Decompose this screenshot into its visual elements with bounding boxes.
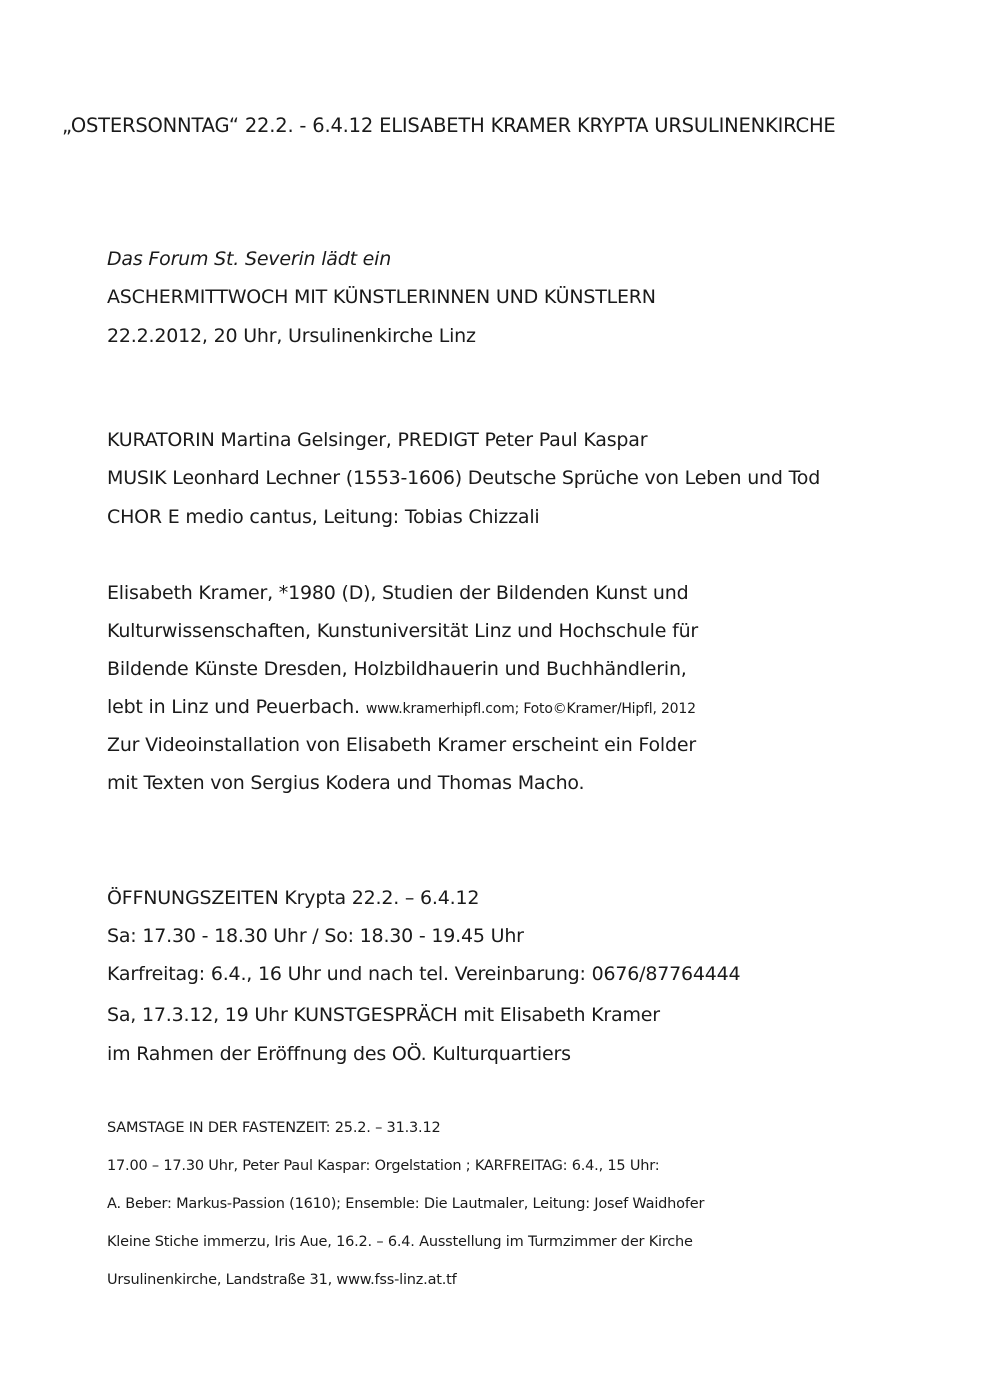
bio-line-3: Bildende Künste Dresden, Holzbildhauerin und Buchhändlerin, xyxy=(107,658,687,680)
bio-line-2: Kulturwissenschaften, Kunstuniversität Linz und Hochschule für xyxy=(107,620,699,642)
footer-line-1: SAMSTAGE IN DER FASTENZEIT: 25.2. – 31.3.12 xyxy=(107,1120,441,1136)
footer-line-4: Kleine Stiche immerzu, Iris Aue, 16.2. – 6.4. Ausstellung im Turmzimmer der Kirche xyxy=(107,1234,693,1250)
invitation-intro: Das Forum St. Severin lädt ein xyxy=(107,248,392,270)
hours-line-3: Karfreitag: 6.4., 16 Uhr und nach tel. Vereinbarung: 0676/87764444 xyxy=(107,963,741,985)
event-date-place: 22.2.2012, 20 Uhr, Ursulinenkirche Linz xyxy=(107,325,476,347)
website-photo-credit: www.kramerhipfl.com; Foto©Kramer/Hipfl, 2012 xyxy=(365,701,696,717)
bio-line-1: Elisabeth Kramer, *1980 (D), Studien der Bildenden Kunst und xyxy=(107,582,689,604)
hours-line-1: ÖFFNUNGSZEITEN Krypta 22.2. – 6.4.12 xyxy=(107,887,480,909)
event-title: ASCHERMITTWOCH MIT KÜNSTLERINNEN UND KÜNSTLERN xyxy=(107,286,656,308)
footer-line-3: A. Beber: Markus-Passion (1610); Ensemble: Die Lautmaler, Leitung: Josef Waidhofer xyxy=(107,1196,705,1212)
document-title: „OSTERSONNTAG“ 22.2. - 6.4.12 ELISABETH KRAMER KRYPTA URSULINENKIRCHE xyxy=(62,114,836,137)
hours-line-4: Sa, 17.3.12, 19 Uhr KUNSTGESPRÄCH mit Elisabeth Kramer xyxy=(107,1004,660,1026)
choir-line: CHOR E medio cantus, Leitung: Tobias Chizzali xyxy=(107,506,540,528)
hours-line-2: Sa: 17.30 - 18.30 Uhr / So: 18.30 - 19.45 Uhr xyxy=(107,925,524,947)
footer-line-5: Ursulinenkirche, Landstraße 31, www.fss-linz.at.tf xyxy=(107,1272,457,1288)
curator-preacher-line: KURATORIN Martina Gelsinger, PREDIGT Peter Paul Kaspar xyxy=(107,429,648,451)
bio-residence: lebt in Linz und Peuerbach. xyxy=(107,696,360,718)
footer-line-2: 17.00 – 17.30 Uhr, Peter Paul Kaspar: Orgelstation ; KARFREITAG: 6.4., 15 Uhr: xyxy=(107,1158,660,1174)
bio-line-6: mit Texten von Sergius Kodera und Thomas Macho. xyxy=(107,772,585,794)
bio-line-4 xyxy=(107,695,696,721)
bio-line-5: Zur Videoinstallation von Elisabeth Kramer erscheint ein Folder xyxy=(107,734,696,756)
hours-line-5: im Rahmen der Eröffnung des OÖ. Kulturquartiers xyxy=(107,1043,571,1065)
music-line: MUSIK Leonhard Lechner (1553-1606) Deutsche Sprüche von Leben und Tod xyxy=(107,467,821,489)
